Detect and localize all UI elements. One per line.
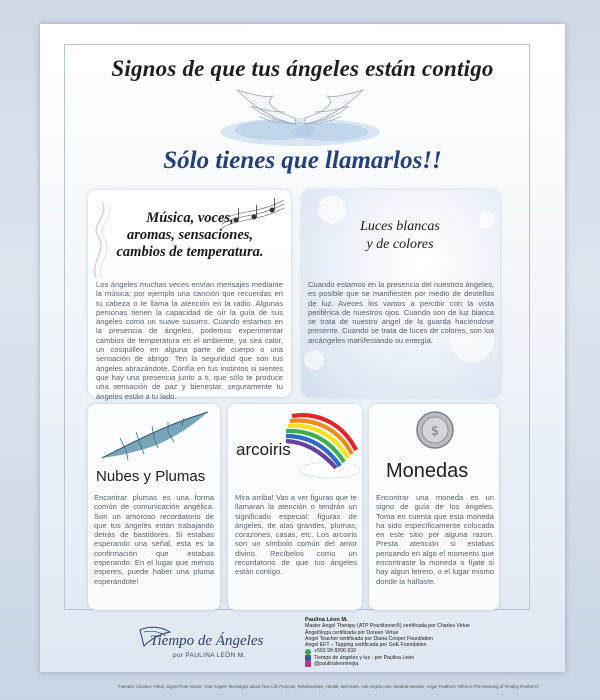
card-musica-body: Los ángeles muchas veces envían mensajes mediante la música; por ejemplo una canción que recuerdas en tu cabeza o te llama la atención en la radio. Algunas personas tienen la capacidad de oír la guía de sus ángeles como un suave susurro. Cuando estamos en la presencia de ángeles, podemos experimentar cambios de temperatura en el ambiente, ya sea calor, un cosquilleo en alguna parte de cuerpo o una sensación de abrigo. Ten la seguridad que son tus ángeles abrazándote. Confía en tus instintos si sientes que hay una presencia junto a ti, que sólo te produce una sensación de paz y bienestar, seguramente tu ángeles están a tu lado. [96, 280, 283, 401]
card-arcoiris-title: arcoiris [236, 440, 291, 459]
card-monedas-title: Monedas [386, 460, 469, 482]
card-nubes-title: Nubes y Plumas [96, 468, 206, 485]
svg-text:$: $ [430, 424, 440, 439]
logo-main-text: Tiempo de Ángeles [150, 633, 264, 649]
contact-credential: Angel EFT – Tapping certificada por GoE Foundation [305, 642, 427, 649]
whatsapp-icon [305, 649, 311, 655]
card-musica-title-line: Música, voces, [146, 210, 234, 226]
feather-icon [96, 406, 214, 464]
sources-text: Fuentes: Charlies Virtue, Signs From Above: Your Angels' Messages about Your Life Purpose, Relationships, Health, and More. Ask Angels.com. Melanie Beckler, Angel Feathers: What Is The Meaning of Finding Feathers? [118, 684, 540, 689]
card-luces-title-line: Luces blancas [360, 219, 440, 234]
card-musica-title-line: cambios de temperatura. [116, 244, 264, 260]
contact-instagram[interactable]: @paulinaleonmejia [314, 661, 359, 668]
contact-name: Paulina Léon M. [305, 617, 348, 623]
contact-credential: Master Angel Therapy (ATP Practitioner®) certificada por Charles Virtue [305, 623, 470, 630]
contact-instagram-row [305, 661, 565, 667]
angel-wings-illustration [215, 82, 385, 150]
card-musica-title-line: aromas, sensaciones, [126, 227, 254, 243]
rainbow-icon [286, 410, 360, 480]
card-nubes-body: Encontrar plumas es una forma común de comunicación angélica. Son un amoroso recordatorio de que tus ángeles están trabajando detrás de bastidores. Si estabas esperando una señal, esta es la confirmación que estabas esperando. En el lugar que menos esperes, puede haber una pluma esperándote! [94, 493, 214, 586]
card-musica-title [95, 210, 285, 261]
page-subtitle: Sólo tienes que llamarlos!! [163, 147, 442, 174]
card-luces-title [320, 218, 480, 254]
instagram-icon [305, 661, 311, 667]
page-title: Signos de que tus ángeles están contigo [111, 56, 494, 81]
contact-phone[interactable]: +593 99 8206 932 [314, 648, 356, 655]
logo-sub-text: por PAULINA LEÓN M. [173, 652, 246, 659]
contact-block [305, 617, 565, 667]
contact-credential: Angel Teacher certificada por Diana Cooper Foundation [305, 635, 433, 642]
contact-credential: Angelóloga certificada por Doreen Virtue [305, 629, 399, 636]
card-luces-body: Cuando estamos en la presencia del nuestros ángeles, es posible que se manifiesten por medio de destellos de luz. Aveces los vamos a percibir con la vista periférica de nuestros ojos. Cuando son de luz blanca se trata de nuestro angel de la guarda haciéndose presente. Cuando se trata de luces de colores, son los arcángeles manifestando su energía. [308, 280, 494, 345]
card-arcoiris-body: Mira arriba! Vas a ver figuras que te llamaran la atención o tendrán un significado especial: figuras de ángeles, de alas grandes, plumas, corazones, casas, etc. Los arcoiris son un símbolo común del amor divino. Recíbelos como un recordatorio de que tus ángeles están contigo. [235, 493, 357, 577]
card-luces-title-line: y de colores [366, 237, 434, 252]
card-monedas-body: Encontrar una moneda es un signo de guía de los ángeles. Toma en cuenta que esta moneda ha sido específicamente colocada en este sitio por alguna razon. Presta atención si estabas pensando en algo el momento que encontraste la moneda o fíjate si hay algun letrero, o el lugar mismo donde la hallaste. [376, 493, 494, 586]
contact-facebook[interactable]: Tiempo de ángeles y luz - por Paulina León [314, 654, 414, 661]
facebook-icon [305, 655, 311, 661]
coin-icon [415, 410, 455, 450]
